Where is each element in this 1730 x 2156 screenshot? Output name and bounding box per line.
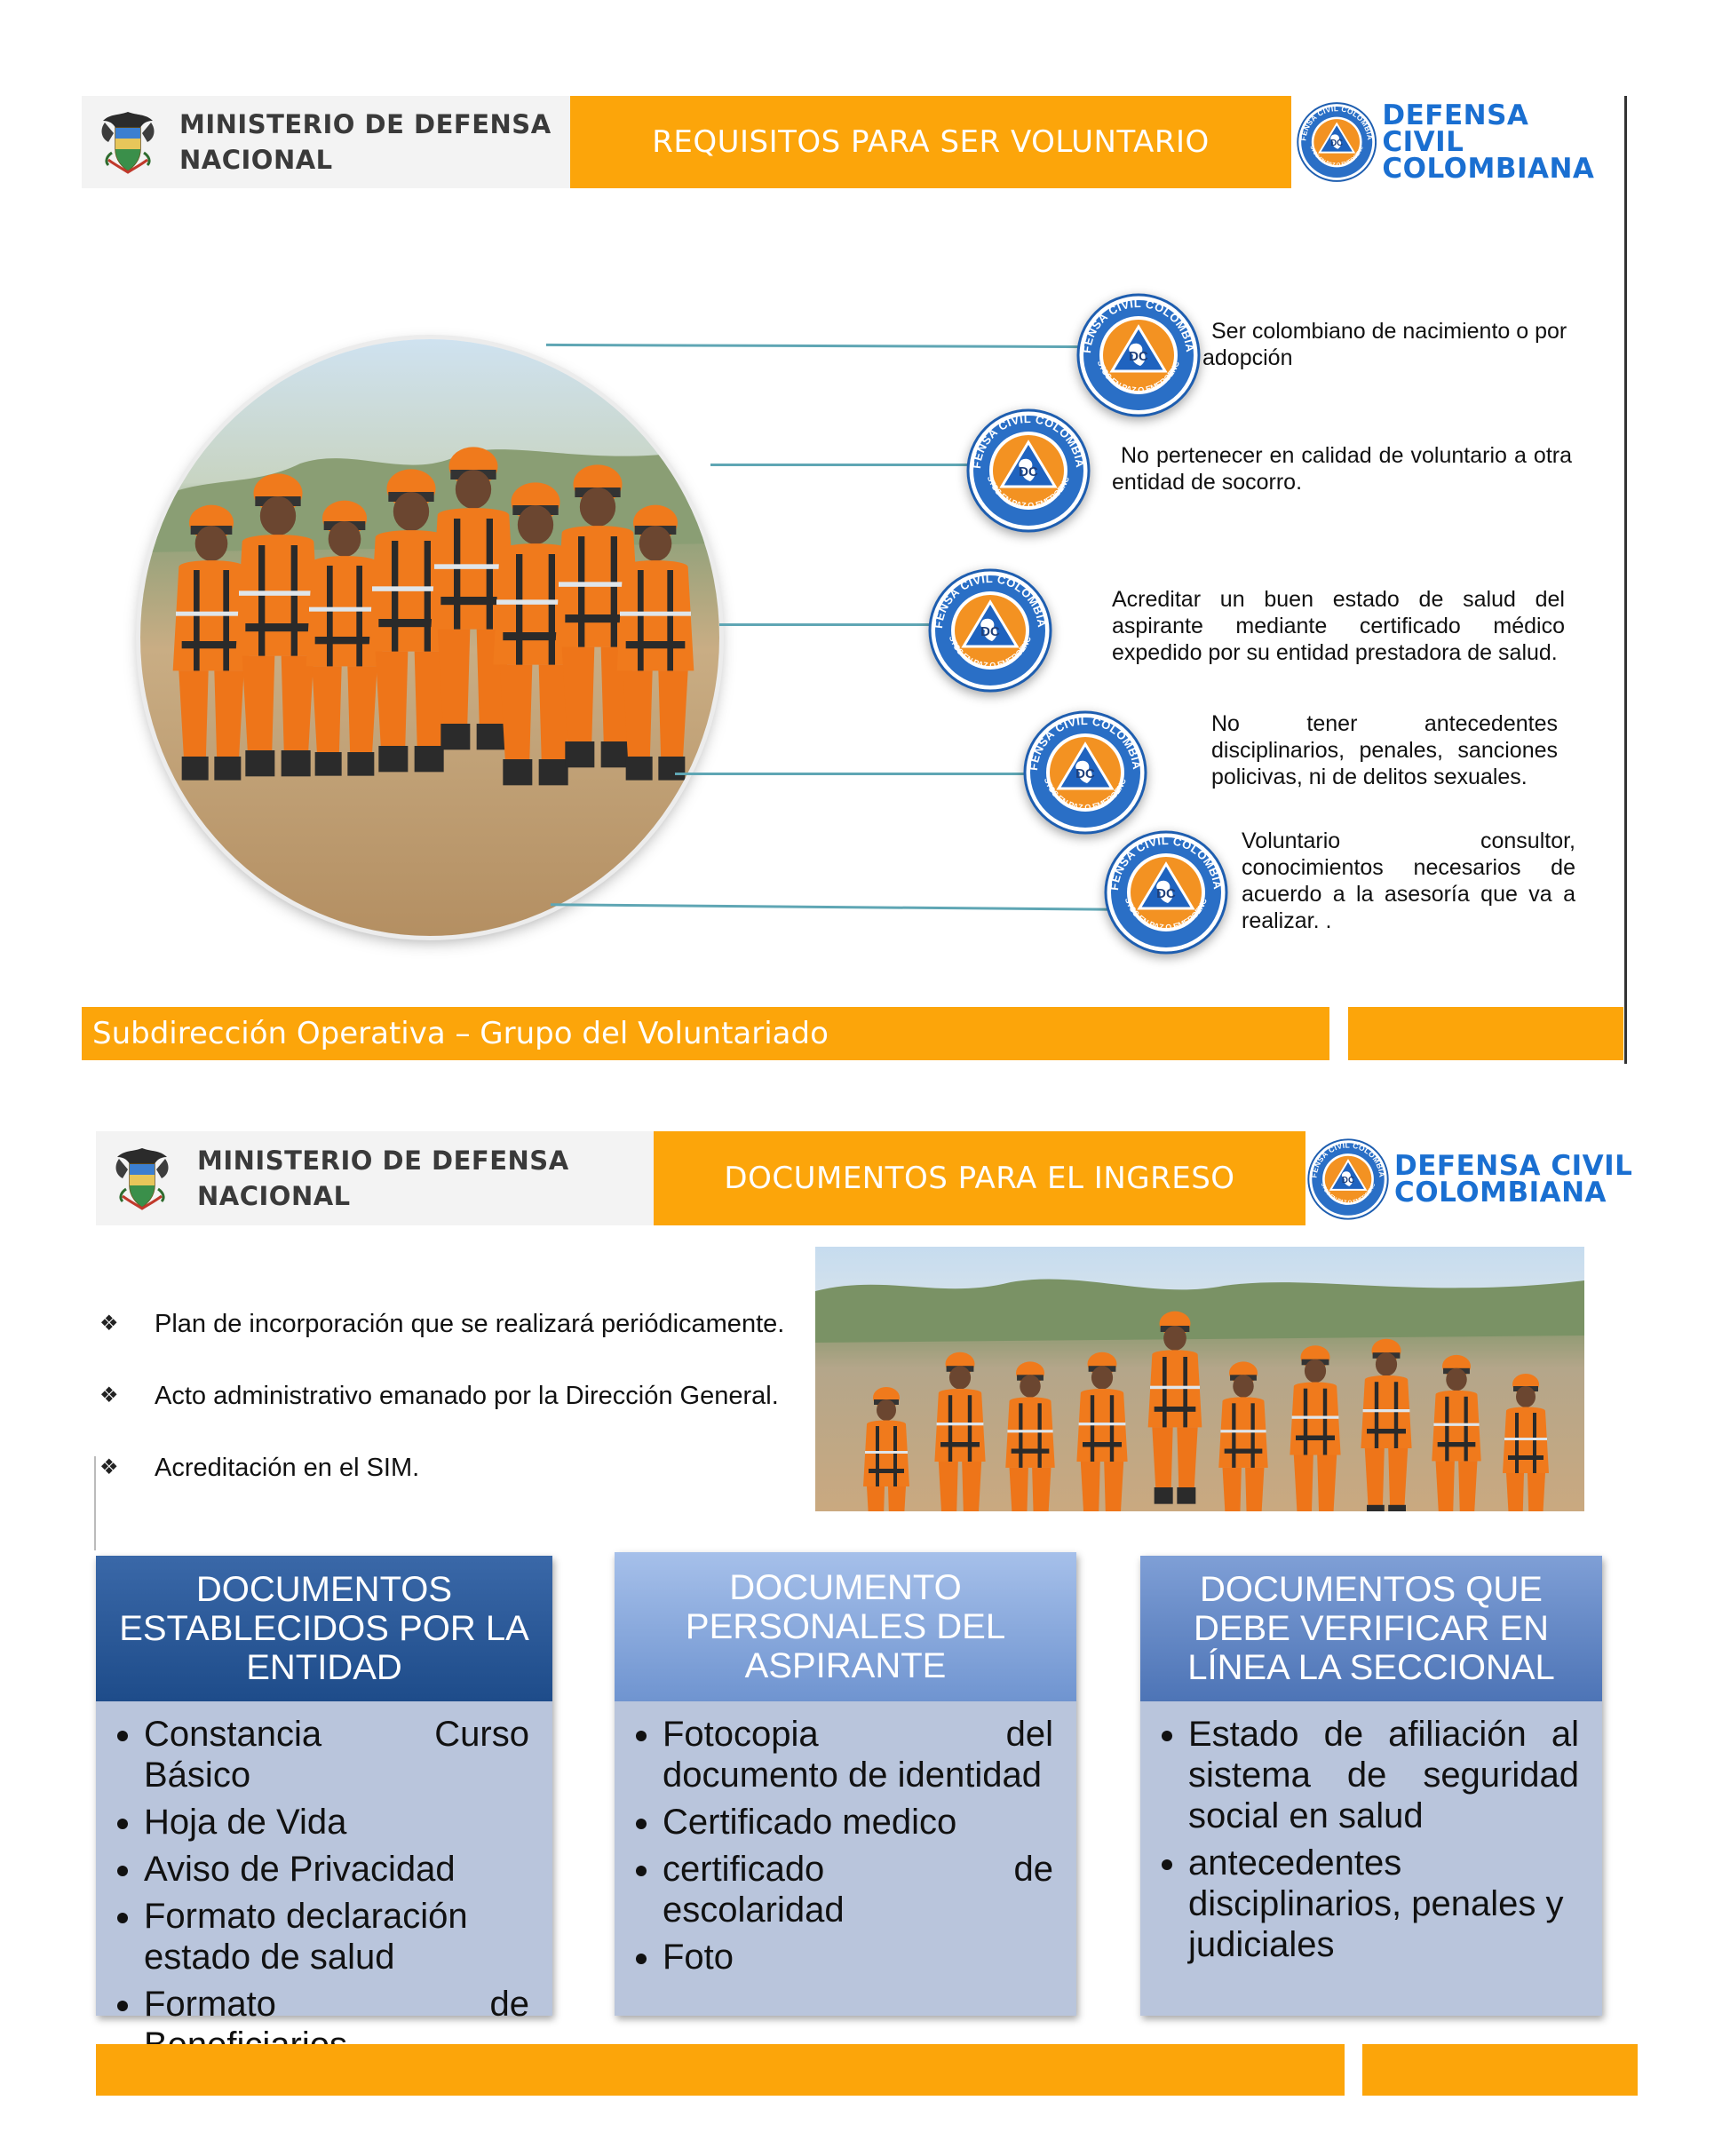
connector-line-4 <box>675 773 1030 775</box>
defensa-civil-brand: DEFENSA CIVIL COLOMBIANA <box>1297 99 1616 185</box>
list-item: • Fotocopia del documento de identidad <box>663 1714 1053 1795</box>
requirement-3: Acreditar un buen estado de salud del aspirante mediante certificado médico expedido por su entidad prestadora de salud. <box>1112 587 1565 665</box>
colombia-coat-of-arms-icon <box>107 1143 178 1214</box>
bullet-diamond-icon: ❖ <box>99 1455 119 1479</box>
bullet-diamond-icon: ❖ <box>99 1383 119 1407</box>
defensa-civil-logo-icon <box>1297 101 1377 183</box>
page-title: REQUISITOS PARA SER VOLUNTARIO <box>570 96 1291 188</box>
requirement-4: No tener antecedentes disciplinarios, penales, sanciones policivas, ni de delitos sexuales. <box>1211 711 1558 789</box>
column-personal-documents <box>615 1552 1076 2016</box>
page-title: DOCUMENTOS PARA EL INGRESO <box>654 1131 1305 1225</box>
column-title: DOCUMENTOS ESTABLECIDOS POR LA ENTIDAD <box>96 1556 552 1701</box>
defensa-civil-logo-icon <box>1307 1138 1389 1220</box>
column-body <box>615 1701 1076 2016</box>
requirement-5: Voluntario consultor, conocimientos necesarios de acuerdo a la asesoría que va a realizar. . <box>1242 828 1575 933</box>
list-item: ❖ Plan de incorporación que se realizará periódicamente. <box>99 1310 785 1338</box>
volunteers-photo-circle <box>140 339 719 936</box>
side-rule <box>94 1456 96 1550</box>
slide-border <box>1624 96 1627 1064</box>
list-item: • Foto <box>663 1937 1053 1978</box>
list-item: • Estado de afiliación al sistema de seguridad social en salud <box>1188 1714 1579 1836</box>
defensa-civil-logo-icon <box>1104 830 1228 955</box>
bullet-diamond-icon: ❖ <box>99 1312 119 1336</box>
ministry-header <box>82 96 570 188</box>
list-item: • Constancia Curso Básico <box>144 1714 529 1795</box>
footer-accent <box>1362 2044 1638 2096</box>
defensa-civil-logo-icon <box>966 408 1091 533</box>
requirement-1: Ser colombiano de nacimiento o por adopción <box>1202 319 1567 370</box>
list-item: • Certificado medico <box>663 1802 1053 1843</box>
defensa-civil-logo-icon <box>1076 293 1201 417</box>
column-body <box>1140 1701 1602 2016</box>
list-item: • certificado de escolaridad <box>663 1849 1053 1930</box>
column-online-verification <box>1140 1556 1602 2016</box>
list-item: • antecedentes disciplinarios, penales y judiciales <box>1188 1843 1579 1965</box>
connector-line-5 <box>551 903 1115 911</box>
connector-line-3 <box>719 623 941 626</box>
volunteers-illustration <box>140 339 719 936</box>
footer-title: Subdirección Operativa – Grupo del Voluntariado <box>82 1007 1329 1060</box>
list-item: • Hoja de Vida <box>144 1802 529 1843</box>
list-item: • Formato de <box>144 1984 529 2065</box>
footer-bar <box>96 2044 1345 2096</box>
ministry-name: MINISTERIO DE DEFENSA NACIONAL <box>197 1145 569 1211</box>
list-item: ❖ Acto administrativo emanado por la Dirección General. <box>99 1382 779 1410</box>
volunteers-illustration <box>815 1247 1584 1511</box>
column-title: DOCUMENTO PERSONALES DEL ASPIRANTE <box>615 1552 1076 1701</box>
column-title: DOCUMENTOS QUE DEBE VERIFICAR EN LÍNEA LA SECCIONAL <box>1140 1556 1602 1701</box>
colombia-coat-of-arms-icon <box>92 107 163 178</box>
ministry-header <box>96 1131 654 1225</box>
column-body <box>96 1701 552 2024</box>
ministry-name: MINISTERIO DE DEFENSA NACIONAL <box>179 109 552 175</box>
volunteers-photo-banner <box>815 1247 1584 1511</box>
footer-accent <box>1348 1007 1623 1060</box>
list-item: ❖ Acreditación en el SIM. <box>99 1454 420 1482</box>
defensa-civil-brand: DEFENSA CIVIL COLOMBIANA <box>1307 1137 1641 1222</box>
connector-line-1 <box>546 344 1088 348</box>
defensa-civil-logo-icon <box>1023 710 1147 835</box>
requirement-2: No pertenecer en calidad de voluntario a otra entidad de socorro. <box>1112 443 1572 495</box>
connector-line-2 <box>710 464 977 466</box>
list-item: • Aviso de Privacidad <box>144 1849 529 1890</box>
list-item: • Formato declaración estado de salud <box>144 1896 529 1978</box>
defensa-civil-logo-icon <box>928 568 1052 693</box>
column-entity-documents <box>96 1556 552 2024</box>
